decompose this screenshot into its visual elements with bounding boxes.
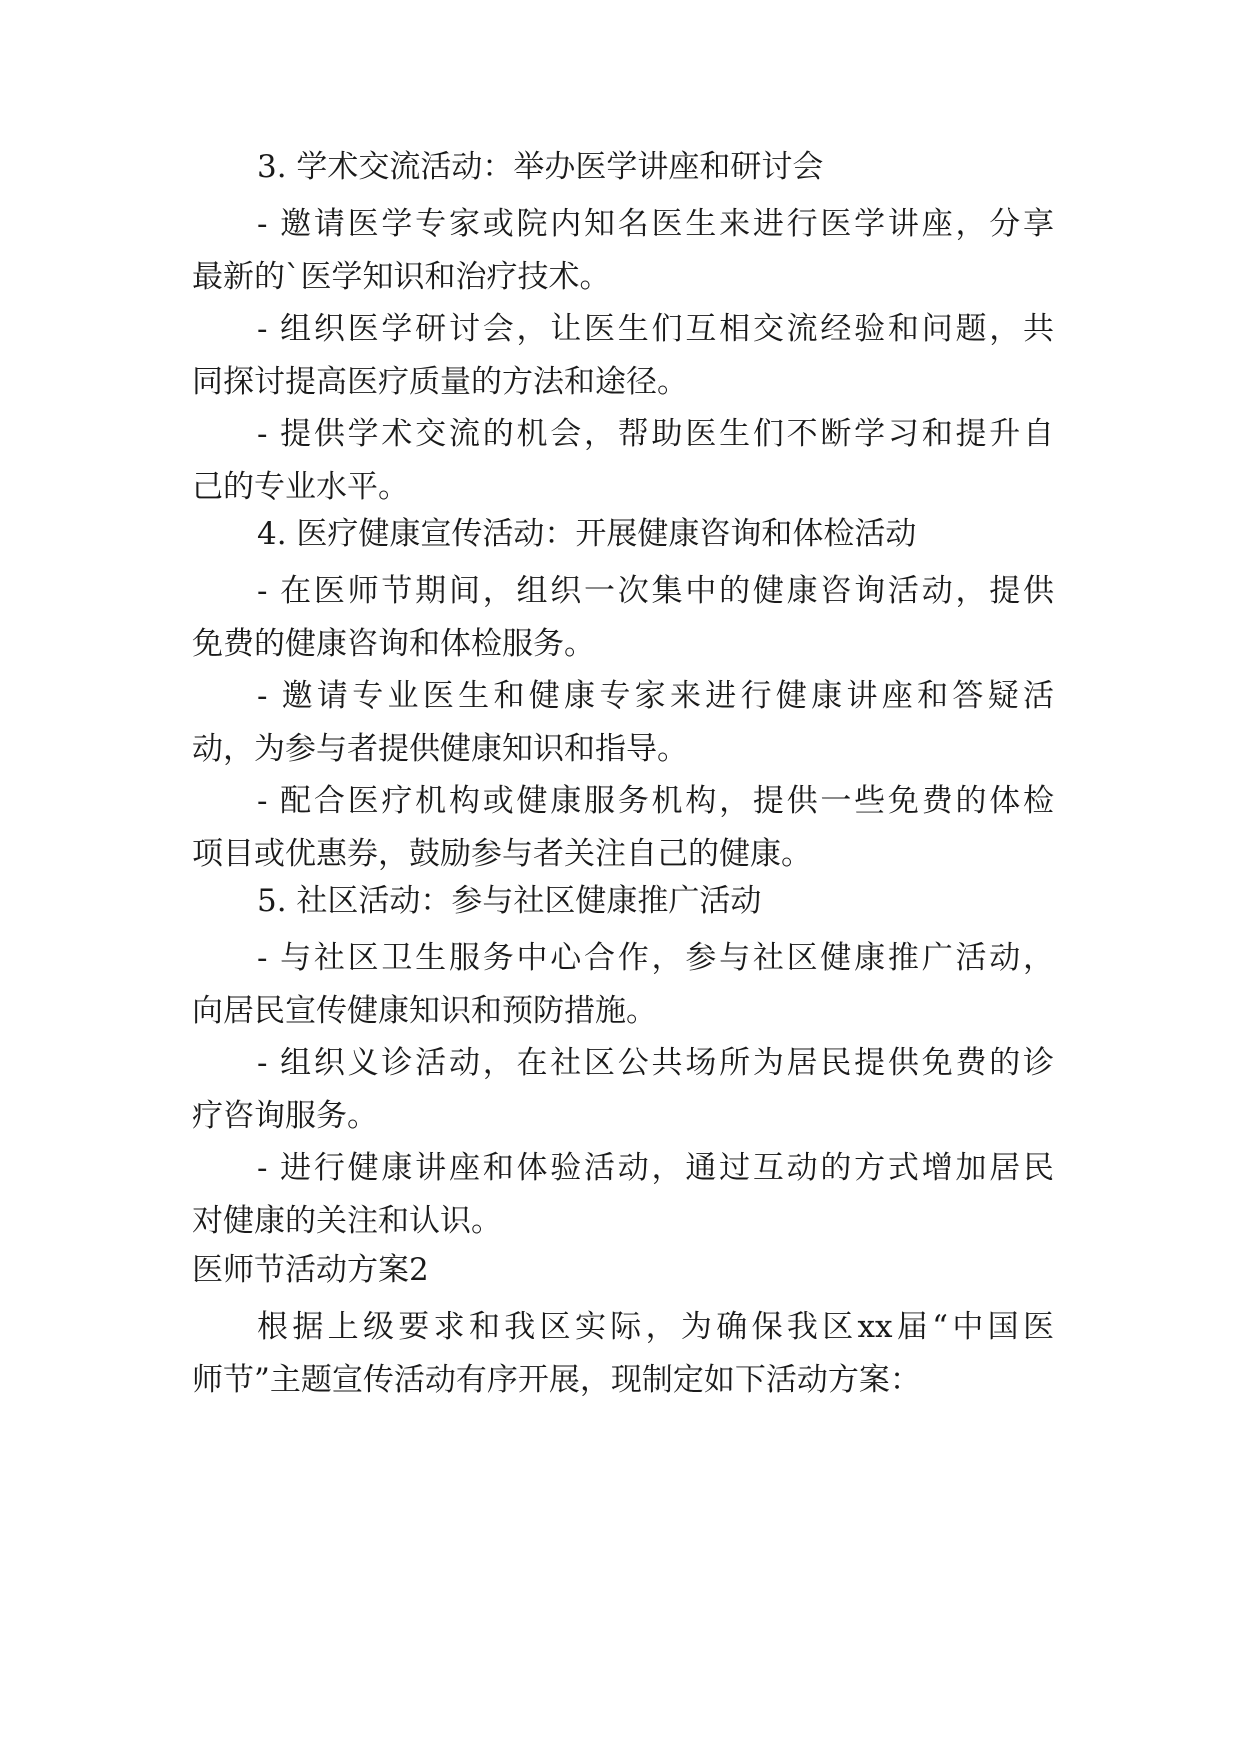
paragraph-line: - 提供学术交流的机会，帮助医生们不断学习和提升自 — [257, 416, 1054, 452]
heading-academic-exchange: 3. 学术交流活动：举办医学讲座和研讨会 — [257, 149, 824, 185]
paragraph-line: 根据上级要求和我区实际，为确保我区xx届“中国医 — [257, 1309, 1054, 1345]
paragraph-line: 最新的`医学知识和治疗技术。 — [192, 259, 611, 295]
heading-community-activity: 5. 社区活动：参与社区健康推广活动 — [257, 883, 762, 919]
paragraph-line: 向居民宣传健康知识和预防措施。 — [192, 993, 657, 1029]
paragraph-line: - 配合医疗机构或健康服务机构，提供一些免费的体检 — [257, 783, 1054, 819]
paragraph-line: - 组织医学研讨会，让医生们互相交流经验和问题，共 — [257, 311, 1054, 347]
paragraph-line: - 邀请专业医生和健康专家来进行健康讲座和答疑活 — [257, 678, 1054, 714]
paragraph-line: 对健康的关注和认识。 — [192, 1203, 502, 1239]
paragraph-line: - 组织义诊活动，在社区公共场所为居民提供免费的诊 — [257, 1045, 1054, 1081]
paragraph-line: 己的专业水平。 — [192, 469, 409, 505]
paragraph-line: 项目或优惠券，鼓励参与者关注自己的健康。 — [192, 836, 812, 872]
paragraph-line: - 与社区卫生服务中心合作，参与社区健康推广活动， — [257, 940, 1054, 976]
paragraph-line: - 进行健康讲座和体验活动，通过互动的方式增加居民 — [257, 1150, 1054, 1186]
paragraph-line: 动，为参与者提供健康知识和指导。 — [192, 731, 688, 767]
paragraph-line: 免费的健康咨询和体检服务。 — [192, 626, 595, 662]
heading-health-promotion: 4. 医疗健康宣传活动：开展健康咨询和体检活动 — [257, 516, 917, 552]
paragraph-line: 师节”主题宣传活动有序开展，现制定如下活动方案： — [192, 1362, 921, 1398]
paragraph-line: 同探讨提高医疗质量的方法和途径。 — [192, 364, 688, 400]
section-title-plan-2: 医师节活动方案2 — [192, 1252, 429, 1288]
paragraph-line: - 在医师节期间，组织一次集中的健康咨询活动，提供 — [257, 573, 1054, 609]
paragraph-line: - 邀请医学专家或院内知名医生来进行医学讲座，分享 — [257, 206, 1054, 242]
paragraph-line: 疗咨询服务。 — [192, 1098, 378, 1134]
